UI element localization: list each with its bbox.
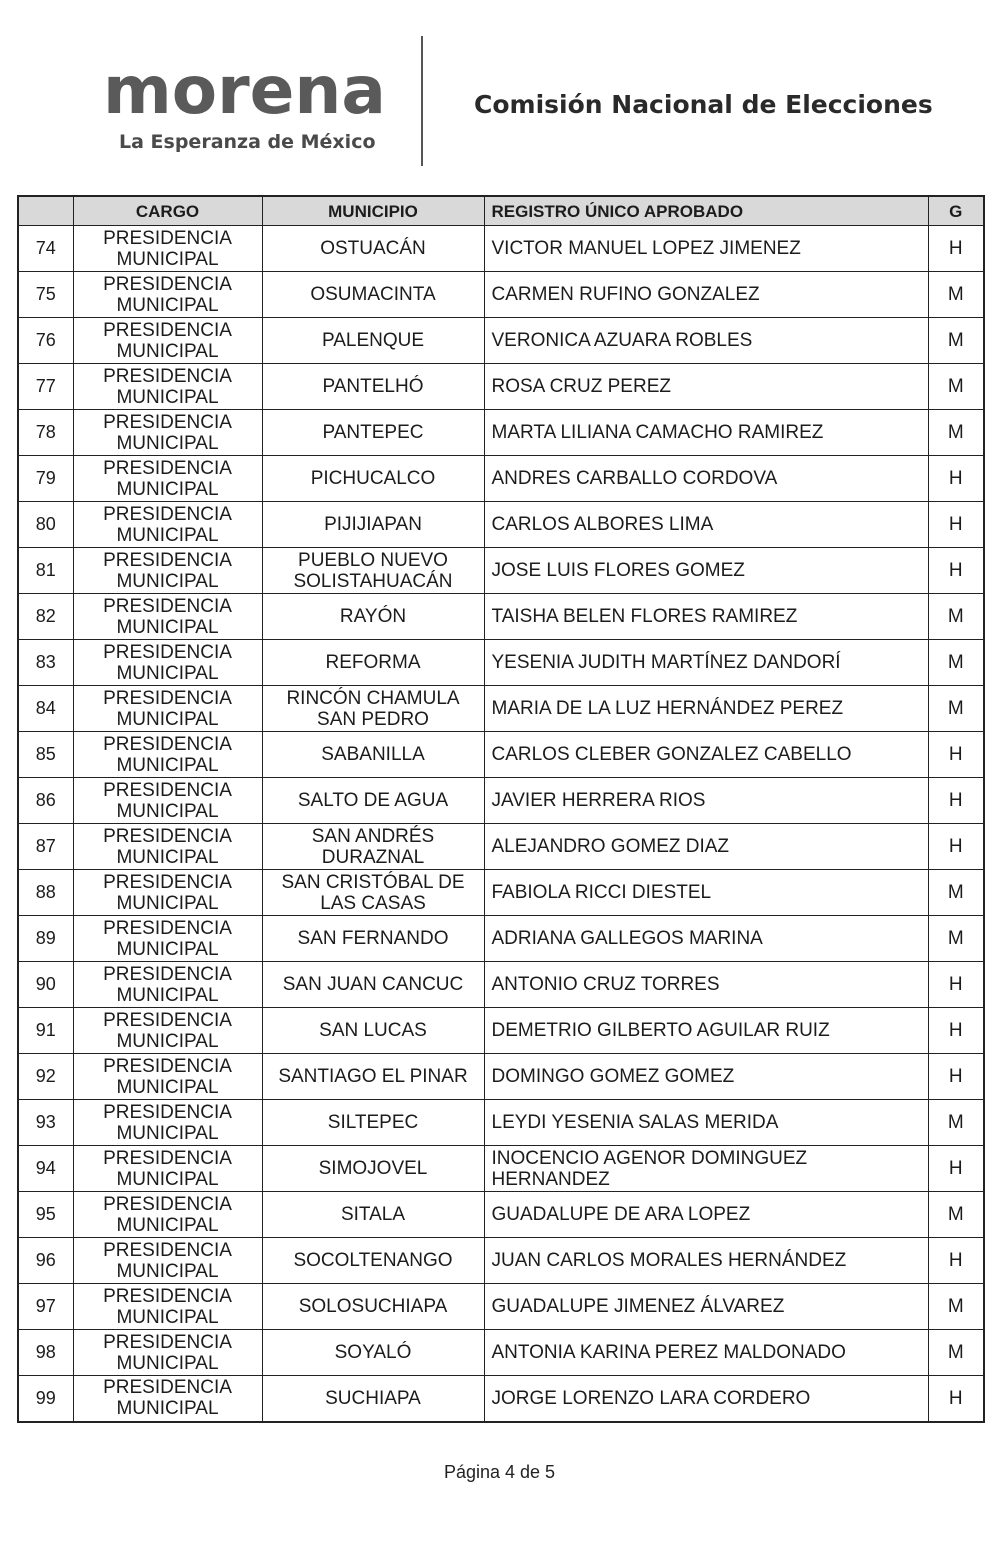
cargo-cell-line: MUNICIPAL: [116, 478, 219, 500]
cargo-cell: [73, 1238, 262, 1284]
row-number: 85: [18, 732, 73, 778]
municipio-cell: [262, 502, 484, 548]
municipio-cell: [262, 272, 484, 318]
municipio-cell: [262, 364, 484, 410]
table-row: [18, 318, 984, 364]
table-row: [18, 1284, 984, 1330]
municipio-cell-line: SANTIAGO EL PINAR: [278, 1066, 468, 1087]
registro-cell-line: ALEJANDRO GOMEZ DIAZ: [491, 836, 730, 857]
gender-cell: M: [928, 410, 984, 456]
cargo-cell-line: MUNICIPAL: [116, 432, 219, 454]
table-row: [18, 1376, 984, 1422]
cargo-cell: [73, 364, 262, 410]
gender-cell: M: [928, 640, 984, 686]
municipio-cell-line: OSTUACÁN: [320, 238, 426, 259]
registro-cell: [484, 548, 928, 594]
cargo-cell: [73, 1330, 262, 1376]
row-number: 93: [18, 1100, 73, 1146]
column-header-gender: G: [928, 196, 984, 226]
municipio-cell-line: SOLISTAHUACÁN: [293, 570, 453, 592]
municipio-cell: [262, 1192, 484, 1238]
municipio-cell: [262, 1008, 484, 1054]
cargo-cell-line: PRESIDENCIA: [103, 687, 232, 709]
cargo-cell-line: PRESIDENCIA: [103, 1285, 232, 1307]
cargo-cell: [73, 502, 262, 548]
municipio-cell-line: SALTO DE AGUA: [297, 790, 449, 811]
registro-cell-line: ANDRES CARBALLO CORDOVA: [491, 468, 778, 489]
gender-cell: H: [928, 1376, 984, 1422]
cargo-cell-line: PRESIDENCIA: [103, 1101, 232, 1123]
municipio-cell: [262, 916, 484, 962]
row-number: 99: [18, 1376, 73, 1422]
cargo-cell-line: MUNICIPAL: [116, 1398, 219, 1420]
row-number: 90: [18, 962, 73, 1008]
cargo-cell-line: MUNICIPAL: [116, 1352, 219, 1374]
municipio-cell: [262, 318, 484, 364]
registro-cell-line: GUADALUPE DE ARA LOPEZ: [491, 1204, 751, 1225]
cargo-cell-line: MUNICIPAL: [116, 708, 219, 730]
municipio-cell: [262, 1376, 484, 1422]
cargo-cell-line: MUNICIPAL: [116, 892, 219, 914]
municipio-cell: [262, 778, 484, 824]
row-number: 92: [18, 1054, 73, 1100]
cargo-cell: [73, 916, 262, 962]
cargo-cell-line: PRESIDENCIA: [103, 963, 232, 985]
registro-cell-line: JUAN CARLOS MORALES HERNÁNDEZ: [491, 1250, 847, 1271]
cargo-cell-line: MUNICIPAL: [116, 984, 219, 1006]
candidates-table: [17, 195, 985, 1423]
registro-cell: [484, 824, 928, 870]
row-number: 95: [18, 1192, 73, 1238]
municipio-cell: [262, 732, 484, 778]
municipio-cell: [262, 1054, 484, 1100]
registro-cell: [484, 686, 928, 732]
cargo-cell: [73, 732, 262, 778]
municipio-cell-line: SILTEPEC: [327, 1112, 419, 1133]
cargo-cell-line: PRESIDENCIA: [103, 319, 232, 341]
cargo-cell-line: PRESIDENCIA: [103, 871, 232, 893]
gender-cell: M: [928, 1100, 984, 1146]
gender-cell: M: [928, 364, 984, 410]
municipio-cell-line: RAYÓN: [339, 606, 407, 627]
table-row: [18, 1100, 984, 1146]
cargo-cell-line: MUNICIPAL: [116, 1030, 219, 1052]
cargo-cell-line: PRESIDENCIA: [103, 1055, 232, 1077]
cargo-cell: [73, 1192, 262, 1238]
cargo-cell-line: PRESIDENCIA: [103, 365, 232, 387]
cargo-cell: [73, 640, 262, 686]
registro-cell: [484, 502, 928, 548]
cargo-cell-line: PRESIDENCIA: [103, 1377, 232, 1399]
cargo-cell-line: PRESIDENCIA: [103, 503, 232, 525]
registro-cell: [484, 410, 928, 456]
municipio-cell: [262, 1100, 484, 1146]
cargo-cell-line: PRESIDENCIA: [103, 641, 232, 663]
cargo-cell-line: MUNICIPAL: [116, 846, 219, 868]
municipio-cell-line: SOYALÓ: [334, 1342, 412, 1363]
municipio-cell-line: LAS CASAS: [320, 892, 426, 914]
registro-cell-line: JAVIER HERRERA RIOS: [491, 790, 706, 811]
row-number: 94: [18, 1146, 73, 1192]
registro-cell: [484, 1054, 928, 1100]
registro-cell-line: CARMEN RUFINO GONZALEZ: [491, 284, 760, 305]
row-number: 84: [18, 686, 73, 732]
municipio-cell: [262, 410, 484, 456]
gender-cell: H: [928, 778, 984, 824]
cargo-cell-line: MUNICIPAL: [116, 340, 219, 362]
registro-cell: [484, 456, 928, 502]
header-divider: [421, 36, 423, 166]
registro-cell: [484, 594, 928, 640]
municipio-cell-line: SAN PEDRO: [317, 708, 429, 730]
row-number: 78: [18, 410, 73, 456]
gender-cell: H: [928, 1238, 984, 1284]
registro-cell: [484, 1330, 928, 1376]
municipio-cell: [262, 548, 484, 594]
cargo-cell: [73, 318, 262, 364]
registro-cell-line: DEMETRIO GILBERTO AGUILAR RUIZ: [491, 1020, 830, 1041]
registro-cell: [484, 1284, 928, 1330]
cargo-cell: [73, 686, 262, 732]
cargo-cell: [73, 1284, 262, 1330]
table-row: [18, 1192, 984, 1238]
row-number: 74: [18, 226, 73, 272]
row-number: 75: [18, 272, 73, 318]
page-number: Página 4 de 5: [443, 1462, 556, 1482]
table-row: [18, 824, 984, 870]
page-header: [0, 0, 999, 190]
table-row: [18, 686, 984, 732]
table-row: [18, 962, 984, 1008]
row-number: 79: [18, 456, 73, 502]
municipio-cell-line: SIMOJOVEL: [318, 1158, 428, 1179]
registro-cell: [484, 778, 928, 824]
table-row: [18, 594, 984, 640]
municipio-cell: [262, 1146, 484, 1192]
registro-cell-line: HERNANDEZ: [491, 1168, 610, 1190]
registro-cell: [484, 1376, 928, 1422]
cargo-cell-line: MUNICIPAL: [116, 662, 219, 684]
row-number: 76: [18, 318, 73, 364]
cargo-cell-line: PRESIDENCIA: [103, 227, 232, 249]
cargo-cell-line: MUNICIPAL: [116, 1214, 219, 1236]
cargo-cell-line: MUNICIPAL: [116, 386, 219, 408]
gender-cell: H: [928, 824, 984, 870]
gender-cell: M: [928, 916, 984, 962]
cargo-cell-line: MUNICIPAL: [116, 754, 219, 776]
organization-title: Comisión Nacional de Elecciones: [474, 90, 933, 119]
row-number: 82: [18, 594, 73, 640]
registro-cell: [484, 226, 928, 272]
table-header-row: [18, 196, 984, 226]
gender-cell: H: [928, 1054, 984, 1100]
registro-cell-line: ADRIANA GALLEGOS MARINA: [491, 928, 763, 949]
table-row: [18, 1146, 984, 1192]
table-row: [18, 364, 984, 410]
cargo-cell: [73, 410, 262, 456]
cargo-cell: [73, 778, 262, 824]
gender-cell: M: [928, 1330, 984, 1376]
table-row: [18, 548, 984, 594]
table-row: [18, 226, 984, 272]
municipio-cell-line: OSUMACINTA: [310, 284, 436, 305]
municipio-cell-line: PIJIJIAPAN: [324, 514, 422, 535]
table-row: [18, 870, 984, 916]
gender-cell: M: [928, 594, 984, 640]
cargo-cell-line: PRESIDENCIA: [103, 411, 232, 433]
municipio-cell-line: SOCOLTENANGO: [293, 1250, 453, 1271]
cargo-cell-line: MUNICIPAL: [116, 1260, 219, 1282]
registro-cell-line: INOCENCIO AGENOR DOMINGUEZ: [491, 1147, 808, 1169]
municipio-cell-line: PICHUCALCO: [310, 468, 436, 489]
gender-cell: M: [928, 272, 984, 318]
row-number: 96: [18, 1238, 73, 1284]
cargo-cell-line: PRESIDENCIA: [103, 549, 232, 571]
column-header-municipio: MUNICIPIO: [262, 196, 484, 226]
registro-cell-line: YESENIA JUDITH MARTÍNEZ DANDORÍ: [491, 652, 841, 673]
municipio-cell-line: PALENQUE: [321, 330, 425, 351]
table-row: [18, 732, 984, 778]
registro-cell-line: VICTOR MANUEL LOPEZ JIMENEZ: [491, 238, 801, 259]
cargo-cell-line: PRESIDENCIA: [103, 1009, 232, 1031]
logo-tagline: La Esperanza de México: [119, 131, 376, 153]
municipio-cell-line: SAN JUAN CANCUC: [282, 974, 464, 995]
row-number: 91: [18, 1008, 73, 1054]
cargo-cell-line: PRESIDENCIA: [103, 1193, 232, 1215]
cargo-cell-line: MUNICIPAL: [116, 800, 219, 822]
registro-cell-line: MARIA DE LA LUZ HERNÁNDEZ PEREZ: [491, 698, 844, 719]
registro-cell: [484, 732, 928, 778]
column-header-cargo: CARGO: [73, 196, 262, 226]
table-row: [18, 410, 984, 456]
cargo-cell: [73, 962, 262, 1008]
registro-cell: [484, 272, 928, 318]
cargo-cell-line: PRESIDENCIA: [103, 1331, 232, 1353]
registro-cell: [484, 318, 928, 364]
row-number: 89: [18, 916, 73, 962]
registro-cell: [484, 916, 928, 962]
registro-cell: [484, 1192, 928, 1238]
registro-cell-line: FABIOLA RICCI DIESTEL: [491, 882, 712, 903]
registro-cell: [484, 1100, 928, 1146]
cargo-cell-line: MUNICIPAL: [116, 1076, 219, 1098]
cargo-cell-line: MUNICIPAL: [116, 616, 219, 638]
municipio-cell-line: SAN LUCAS: [319, 1020, 427, 1041]
cargo-cell: [73, 594, 262, 640]
gender-cell: H: [928, 732, 984, 778]
gender-cell: H: [928, 502, 984, 548]
cargo-cell-line: PRESIDENCIA: [103, 1147, 232, 1169]
municipio-cell: [262, 456, 484, 502]
table-row: [18, 502, 984, 548]
cargo-cell-line: PRESIDENCIA: [103, 733, 232, 755]
municipio-cell: [262, 1238, 484, 1284]
cargo-cell: [73, 548, 262, 594]
municipio-cell-line: RINCÓN CHAMULA: [286, 687, 460, 709]
registro-cell: [484, 640, 928, 686]
municipio-cell: [262, 640, 484, 686]
municipio-cell: [262, 962, 484, 1008]
table-row: [18, 272, 984, 318]
gender-cell: M: [928, 686, 984, 732]
cargo-cell-line: MUNICIPAL: [116, 938, 219, 960]
registro-cell-line: ANTONIA KARINA PEREZ MALDONADO: [491, 1342, 846, 1363]
gender-cell: M: [928, 870, 984, 916]
cargo-cell-line: MUNICIPAL: [116, 294, 219, 316]
registro-cell-line: VERONICA AZUARA ROBLES: [491, 330, 753, 351]
table-row: [18, 1330, 984, 1376]
cargo-cell: [73, 1008, 262, 1054]
gender-cell: M: [928, 318, 984, 364]
morena-logo: morena: [103, 52, 386, 129]
municipio-cell-line: SAN ANDRÉS: [311, 825, 435, 847]
cargo-cell: [73, 272, 262, 318]
cargo-cell: [73, 1054, 262, 1100]
registro-cell-line: CARLOS CLEBER GONZALEZ CABELLO: [491, 744, 852, 765]
cargo-cell-line: PRESIDENCIA: [103, 779, 232, 801]
row-number: 97: [18, 1284, 73, 1330]
table-row: [18, 1008, 984, 1054]
cargo-cell-line: MUNICIPAL: [116, 1306, 219, 1328]
municipio-cell-line: SITALA: [340, 1204, 406, 1225]
cargo-cell-line: PRESIDENCIA: [103, 273, 232, 295]
municipio-cell-line: SAN FERNANDO: [297, 928, 449, 949]
table-row: [18, 640, 984, 686]
row-number: 77: [18, 364, 73, 410]
gender-cell: H: [928, 226, 984, 272]
table-body: [18, 226, 984, 1422]
cargo-cell-line: PRESIDENCIA: [103, 457, 232, 479]
cargo-cell: [73, 824, 262, 870]
municipio-cell-line: SUCHIAPA: [325, 1387, 421, 1409]
registro-cell-line: LEYDI YESENIA SALAS MERIDA: [491, 1112, 779, 1133]
cargo-cell: [73, 1100, 262, 1146]
municipio-cell-line: SOLOSUCHIAPA: [298, 1296, 448, 1317]
gender-cell: H: [928, 548, 984, 594]
cargo-cell-line: PRESIDENCIA: [103, 917, 232, 939]
cargo-cell: [73, 456, 262, 502]
gender-cell: H: [928, 456, 984, 502]
cargo-cell-line: MUNICIPAL: [116, 1122, 219, 1144]
registro-cell-line: JORGE LORENZO LARA CORDERO: [491, 1387, 811, 1409]
table-row: [18, 456, 984, 502]
municipio-cell: [262, 686, 484, 732]
row-number: 86: [18, 778, 73, 824]
municipio-cell-line: DURAZNAL: [321, 846, 425, 868]
municipio-cell-line: SABANILLA: [321, 744, 425, 765]
column-header-registro: REGISTRO ÚNICO APROBADO: [484, 196, 928, 226]
municipio-cell: [262, 226, 484, 272]
cargo-cell-line: PRESIDENCIA: [103, 595, 232, 617]
gender-cell: M: [928, 1192, 984, 1238]
table-row: [18, 916, 984, 962]
gender-cell: H: [928, 1008, 984, 1054]
gender-cell: H: [928, 962, 984, 1008]
municipio-cell-line: PANTEPEC: [322, 422, 424, 443]
municipio-cell-line: PUEBLO NUEVO: [298, 549, 448, 571]
registro-cell: [484, 1238, 928, 1284]
registro-cell-line: GUADALUPE JIMENEZ ÁLVAREZ: [491, 1296, 785, 1317]
municipio-cell: [262, 594, 484, 640]
table-row: [18, 1238, 984, 1284]
municipio-cell: [262, 1284, 484, 1330]
municipio-cell: [262, 824, 484, 870]
row-number: 87: [18, 824, 73, 870]
registro-cell-line: TAISHA BELEN FLORES RAMIREZ: [491, 606, 798, 627]
row-number: 83: [18, 640, 73, 686]
registro-cell-line: MARTA LILIANA CAMACHO RAMIREZ: [491, 422, 824, 443]
registro-cell: [484, 1146, 928, 1192]
cargo-cell-line: PRESIDENCIA: [103, 1239, 232, 1261]
row-number: 88: [18, 870, 73, 916]
row-number: 80: [18, 502, 73, 548]
row-number: 98: [18, 1330, 73, 1376]
cargo-cell: [73, 226, 262, 272]
registro-cell: [484, 962, 928, 1008]
municipio-cell-line: PANTELHÓ: [322, 376, 424, 397]
table-row: [18, 778, 984, 824]
cargo-cell-line: MUNICIPAL: [116, 524, 219, 546]
registro-cell-line: CARLOS ALBORES LIMA: [491, 514, 714, 535]
cargo-cell-line: MUNICIPAL: [116, 570, 219, 592]
registro-cell: [484, 364, 928, 410]
municipio-cell-line: REFORMA: [325, 652, 421, 673]
cargo-cell-line: MUNICIPAL: [116, 248, 219, 270]
registro-cell-line: JOSE LUIS FLORES GOMEZ: [491, 560, 745, 581]
registro-cell: [484, 1008, 928, 1054]
cargo-cell-line: MUNICIPAL: [116, 1168, 219, 1190]
registro-cell-line: ROSA CRUZ PEREZ: [491, 376, 671, 397]
municipio-cell: [262, 870, 484, 916]
column-header-number: [18, 196, 73, 226]
cargo-cell: [73, 1376, 262, 1422]
cargo-cell-line: PRESIDENCIA: [103, 825, 232, 847]
registro-cell: [484, 870, 928, 916]
municipio-cell: [262, 1330, 484, 1376]
cargo-cell: [73, 1146, 262, 1192]
gender-cell: M: [928, 1284, 984, 1330]
table-row: [18, 1054, 984, 1100]
registro-cell-line: DOMINGO GOMEZ GOMEZ: [491, 1066, 735, 1087]
municipio-cell-line: SAN CRISTÓBAL DE: [281, 871, 465, 893]
row-number: 81: [18, 548, 73, 594]
cargo-cell: [73, 870, 262, 916]
gender-cell: H: [928, 1146, 984, 1192]
registro-cell-line: ANTONIO CRUZ TORRES: [491, 974, 720, 995]
